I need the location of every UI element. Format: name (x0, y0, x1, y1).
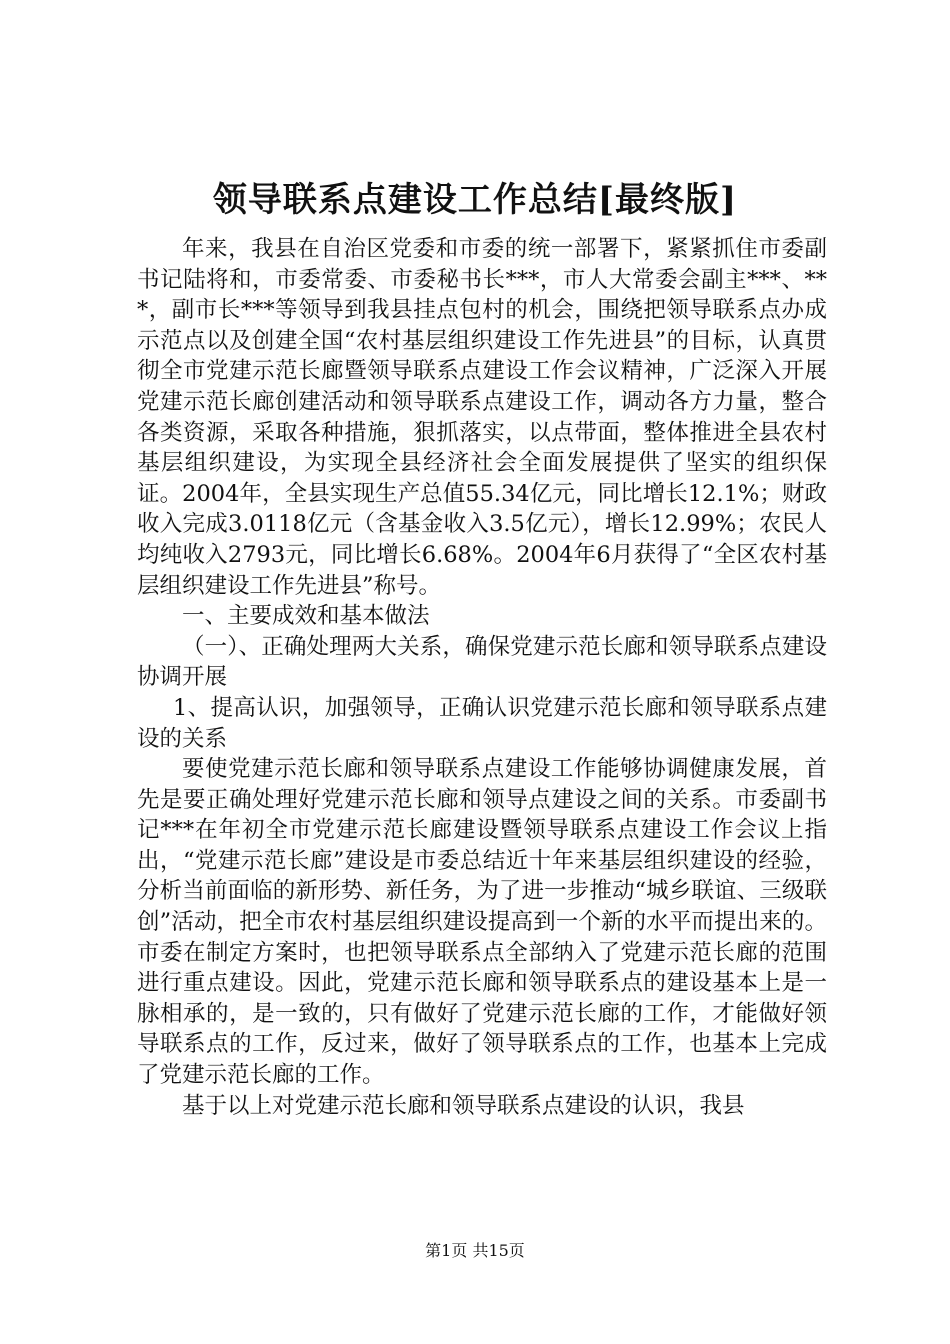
document-body (137, 234, 827, 1121)
document-title: 领导联系点建设工作总结[最终版] (212, 180, 738, 220)
intro-paragraph: 年来，我县在自治区党委和市委的统一部署下，紧紧抓住市委副书记陆将和，市委常委、市委秘书长***，市人大常委会副主***、***，副市长***等领导到我县挂点包村的机会，围绕把领导联系点办成示范点以及创建全国“农村基层组织建设工作先进县”的目标，认真贯彻全市党建示范长廊暨领导联系点建设工作会议精神，广泛深入开展党建示范长廊创建活动和领导联系点建设工作，调动各方力量，整合各类资源，采取各种措施，狠抓落实，以点带面，整体推进全县农村基层组织建设，为实现全县经济社会全面发展提供了坚实的组织保证。2004年，全县实现生产总值55.34亿元，同比增长12.1%；财政收入完成3.0118亿元（含基金收入3.5亿元），增长12.99%；农民人均纯收入2793元，同比增长6.68%。2004年6月获得了“全区农村基层组织建设工作先进县”称号。 (137, 236, 827, 599)
item-heading: 1、提高认识，加强领导，正确认识党建示范长廊和领导联系点建设的关系 (137, 694, 827, 752)
section-heading: 一、主要成效和基本做法 (182, 603, 430, 630)
subsection-heading: （一）、正确处理两大关系，确保党建示范长廊和领导联系点建设协调开展 (137, 633, 827, 691)
page-footer: 第1页 共15页 (425, 1241, 525, 1260)
body-paragraph: 要使党建示范长廊和领导联系点建设工作能够协调健康发展，首先是要正确处理好党建示范长廊和领导点建设之间的关系。市委副书记***在年初全市党建示范长廊建设暨领导联系点建设工作会议上指出，“党建示范长廊”建设是市委总结近十年来基层组织建设的经验，分析当前面临的新形势、新任务，为了进一步推动“城乡联谊、三级联创”活动，把全市农村基层组织建设提高到一个新的水平而提出来的。市委在制定方案时，也把领导联系点全部纳入了党建示范长廊的范围进行重点建设。因此，党建示范长廊和领导联系点的建设基本上是一脉相承的，是一致的，只有做好了党建示范长廊的工作，才能做好领导联系点的工作，反过来，做好了领导联系点的工作，也基本上完成了党建示范长廊的工作。 (137, 756, 827, 1089)
body-paragraph-continued: 基于以上对党建示范长廊和领导联系点建设的认识，我县 (182, 1092, 745, 1119)
